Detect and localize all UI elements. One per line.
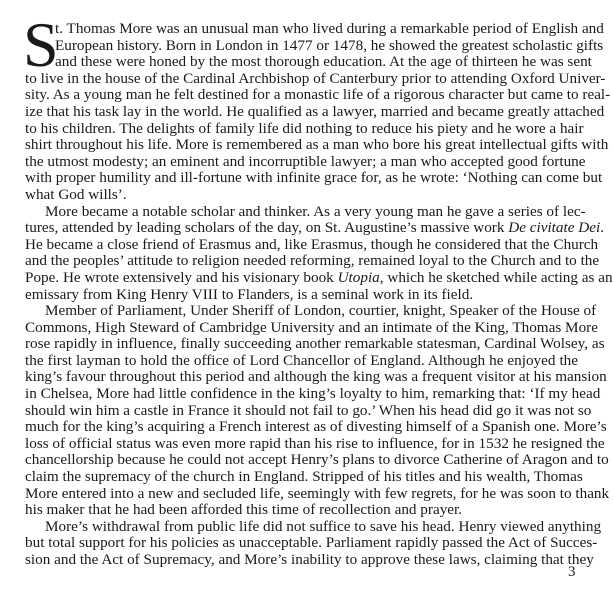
text-segment: to his children. The delights of family life did nothing to reduce his piety and he wore a hair bbox=[25, 119, 584, 137]
text-line bbox=[25, 418, 607, 436]
text-segment: emissary from King Henry VIII to Flanders, is a seminal work in its field. bbox=[25, 285, 474, 303]
text-segment: in Chelsea, More had little confidence in the king’s loyalty to him, remarking that: ‘If my head bbox=[25, 385, 601, 403]
text-line bbox=[25, 187, 578, 204]
text-line bbox=[25, 551, 594, 569]
text-line bbox=[25, 268, 613, 287]
text-line bbox=[25, 502, 578, 519]
text-line bbox=[25, 119, 584, 138]
text-segment: shirt throughout his life. More is remembered as a man who bore his great intellectual gifts with bbox=[25, 136, 609, 154]
italic-title: De civitate Dei bbox=[508, 219, 601, 237]
text-line bbox=[25, 302, 597, 320]
page-number: 3 bbox=[568, 564, 576, 580]
text-segment: He became a close friend of Erasmus and, like Erasmus, though he considered that the Church bbox=[25, 235, 599, 253]
text-segment: Pope. He wrote extensively and his visionary book bbox=[25, 268, 338, 286]
text-segment: much for the king’s acquiring a French interest as of divesting himself of a Spanish one. More’s bbox=[25, 418, 607, 436]
text-line bbox=[25, 318, 598, 337]
text-segment: the utmost modesty; an eminent and incorruptible lawyer; a man who accepted good fortune bbox=[25, 152, 586, 170]
text-segment: Commons, High Steward of Cambridge University and an intimate of the King, Thomas More bbox=[25, 318, 598, 336]
text-segment: with proper humility and ill-fortune with infinite grace for, as he wrote: ‘Nothing can come but bbox=[25, 169, 603, 187]
paragraph bbox=[25, 202, 613, 304]
text-line bbox=[25, 335, 605, 353]
text-line bbox=[25, 287, 578, 304]
text-segment: , which he sketched while acting as an bbox=[379, 268, 613, 286]
italic-title: Utopia bbox=[337, 268, 380, 286]
text-line bbox=[25, 102, 605, 121]
text-segment: but total support for his policies as unacceptable. Parliament rapidly passed the Act of Succes- bbox=[25, 534, 598, 552]
text-segment: tures, attended by leading scholars of the day, on St. Augustine’s massive work bbox=[25, 219, 509, 237]
paragraphs bbox=[25, 20, 613, 569]
text-segment: More entered into a new and secluded life, seemingly with few regrets, for he was soon to thank bbox=[25, 484, 610, 502]
text-line bbox=[25, 235, 599, 254]
text-segment: and these were honed by the most thorough education. At the age of thirteen he was sent bbox=[55, 53, 592, 71]
text-segment: king’s favour throughout this period and although the king was a frequent visitor at his mansion bbox=[25, 368, 607, 386]
text-segment: ize that his task lay in the world. He qualified as a lawyer, married and became greatly attached bbox=[25, 102, 605, 120]
text-line bbox=[25, 517, 602, 536]
text-segment: chancellorship because he could not accept Henry’s plans to divorce Catherine of Aragon and to bbox=[25, 451, 609, 469]
paragraph bbox=[25, 20, 611, 204]
text-segment: t. Thomas More was an unusual man who lived during a remarkable period of English and bbox=[55, 20, 604, 37]
paragraph bbox=[25, 517, 602, 569]
text-segment: the first layman to hold the office of Lord Chancellor of England. Although he enjoyed the bbox=[25, 351, 578, 369]
text-segment: . bbox=[600, 219, 604, 237]
text-segment: More’s withdrawal from public life did not suffice to save his head. Henry viewed anything bbox=[45, 517, 602, 535]
text-segment: should win him a castle in France it should not fail to go.’ When his head did go it was not so bbox=[25, 401, 592, 419]
text-line bbox=[25, 202, 586, 221]
document-body bbox=[23, 9, 613, 569]
text-segment: sity. As a young man he felt destined for a monastic life of a rigorous character but came to real- bbox=[25, 86, 611, 104]
text-line bbox=[25, 368, 607, 386]
text-segment: sion and the Act of Supremacy, and More’s inability to approve these laws, claiming that they bbox=[25, 551, 594, 568]
text-segment: Member of Parliament, Under Sheriff of London, courtier, knight, Speaker of the House of bbox=[45, 302, 597, 320]
text-segment: rose rapidly in influence, finally succeeding another remarkable statesman, Cardinal Wolsey, as bbox=[25, 335, 605, 353]
text-segment: More became a notable scholar and thinker. As a very young man he gave a series of lec- bbox=[45, 202, 586, 220]
text-line bbox=[25, 434, 605, 453]
text-segment: his maker that he had been afforded this time of recollection and prayer. bbox=[25, 501, 463, 519]
text-line bbox=[25, 152, 586, 171]
text-segment: loss of official status was even more rapid than his rise to influence, for in 1532 he resigned the bbox=[25, 434, 605, 452]
text-line bbox=[25, 353, 578, 370]
text-segment: what God wills’. bbox=[25, 185, 127, 203]
text-line bbox=[25, 20, 604, 38]
text-line bbox=[25, 252, 600, 270]
text-segment: to live in the house of the Cardinal Archbishop of Canterbury prior to attending Oxford Univer- bbox=[25, 69, 606, 87]
text-segment: and the peoples’ attitude to religion needed reforming, remained loyal to the Church and to the bbox=[25, 252, 600, 270]
text-line bbox=[25, 401, 592, 420]
text-line bbox=[25, 36, 604, 55]
paragraph bbox=[25, 302, 610, 519]
text-line bbox=[25, 86, 611, 104]
text-line bbox=[25, 534, 598, 552]
text-line bbox=[25, 468, 583, 486]
text-line bbox=[25, 484, 610, 503]
text-line bbox=[25, 219, 604, 237]
text-line bbox=[25, 69, 606, 88]
text-segment: European history. Born in London in 1477 or 1478, he showed the greatest scholastic gifts bbox=[55, 36, 604, 54]
text-line bbox=[25, 136, 609, 154]
text-line bbox=[25, 385, 601, 403]
text-line bbox=[25, 169, 603, 187]
drop-cap: S bbox=[23, 9, 59, 80]
text-segment: claim the supremacy of the church in England. Stripped of his titles and his wealth, Thomas bbox=[25, 468, 583, 486]
text-line bbox=[25, 53, 592, 71]
text-line bbox=[25, 451, 609, 469]
